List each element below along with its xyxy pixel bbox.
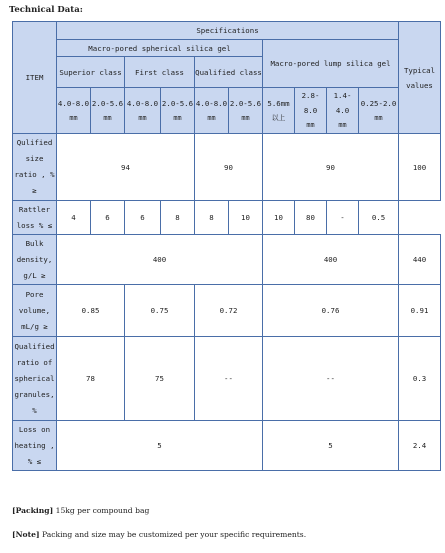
header-first-class: First class: [125, 57, 195, 88]
table-row: [13, 235, 441, 285]
table-row: [13, 201, 441, 235]
table-cell: 10: [229, 201, 263, 235]
header-superior-class: Superior class: [57, 57, 125, 88]
table-cell: 100: [399, 134, 441, 201]
packing-tag: [Packing]: [12, 506, 54, 515]
packing-text: 15kg per compound bag: [53, 506, 150, 515]
table-cell: 440: [399, 235, 441, 285]
page-title: Technical Data:: [9, 5, 83, 15]
table-cell: 0.75: [125, 285, 195, 337]
table-cell: 0.91: [399, 285, 441, 337]
table-cell: 400: [263, 235, 399, 285]
note-tag: [Note]: [12, 530, 40, 539]
size-cell: 2.8-8.0 mm: [295, 88, 327, 134]
row-label: Rattler loss % ≤: [13, 201, 57, 235]
table-cell: 10: [263, 201, 295, 235]
size-note: [12, 530, 306, 539]
table-cell: 6: [91, 201, 125, 235]
table-cell: 0.76: [263, 285, 399, 337]
table-cell: 90: [263, 134, 399, 201]
table-cell: 400: [57, 235, 263, 285]
header-spherical-gel: Macro-pored spherical silica gel: [57, 40, 263, 57]
table-row: [13, 285, 441, 337]
size-cell: 2.0-5.6 mm: [91, 88, 125, 134]
table-cell: 94: [57, 134, 195, 201]
row-label: Qulified size ratio , % ≥: [13, 134, 57, 201]
row-label: Bulk density, g/L ≥: [13, 235, 57, 285]
header-typical-values: Typical values: [399, 22, 441, 134]
size-cell: 4.0-8.0 mm: [57, 88, 91, 134]
table-cell: 8: [161, 201, 195, 235]
table-cell: 2.4: [399, 421, 441, 471]
note-text: Packing and size may be customized per your specific requirements.: [39, 530, 307, 539]
table-cell: -: [327, 201, 359, 235]
table-row: [13, 421, 441, 471]
row-label: Loss on heating , % ≤: [13, 421, 57, 471]
size-cell: 4.0-8.0 mm: [195, 88, 229, 134]
header-item: ITEM: [13, 22, 57, 134]
table-row: [13, 337, 441, 421]
table-cell: 8: [195, 201, 229, 235]
table-cell: 4: [57, 201, 91, 235]
table-cell: 5: [263, 421, 399, 471]
table-row: [13, 134, 441, 201]
table-cell: 80: [295, 201, 327, 235]
packing-note: [12, 506, 149, 515]
table-cell: 75: [125, 337, 195, 421]
size-cell: 5.6mm 以上: [263, 88, 295, 134]
size-cell: 0.25-2.0 mm: [359, 88, 399, 134]
header-specifications: Specifications: [57, 22, 399, 40]
table-cell: 0.85: [57, 285, 125, 337]
row-label: Pore volume, mL/g ≥: [13, 285, 57, 337]
header-qualified-class: Qualified class: [195, 57, 263, 88]
table-cell: 78: [57, 337, 125, 421]
size-cell: 1.4-4.0 mm: [327, 88, 359, 134]
table-cell: --: [263, 337, 399, 421]
size-cell: 2.0-5.6 mm: [161, 88, 195, 134]
size-cell: 2.0-5.6 mm: [229, 88, 263, 134]
row-label: Qualified ratio of spherical granules, %: [13, 337, 57, 421]
table-cell: 0.72: [195, 285, 263, 337]
table-cell: 6: [125, 201, 161, 235]
technical-data-table: [12, 21, 441, 471]
table-cell: 5: [57, 421, 263, 471]
table-cell: 0.5: [359, 201, 399, 235]
header-lump-gel: Macro-pored lump silica gel: [263, 40, 399, 88]
size-cell: 4.0-8.0 mm: [125, 88, 161, 134]
table-cell: 90: [195, 134, 263, 201]
table-cell: 0.3: [399, 337, 441, 421]
table-cell: --: [195, 337, 263, 421]
